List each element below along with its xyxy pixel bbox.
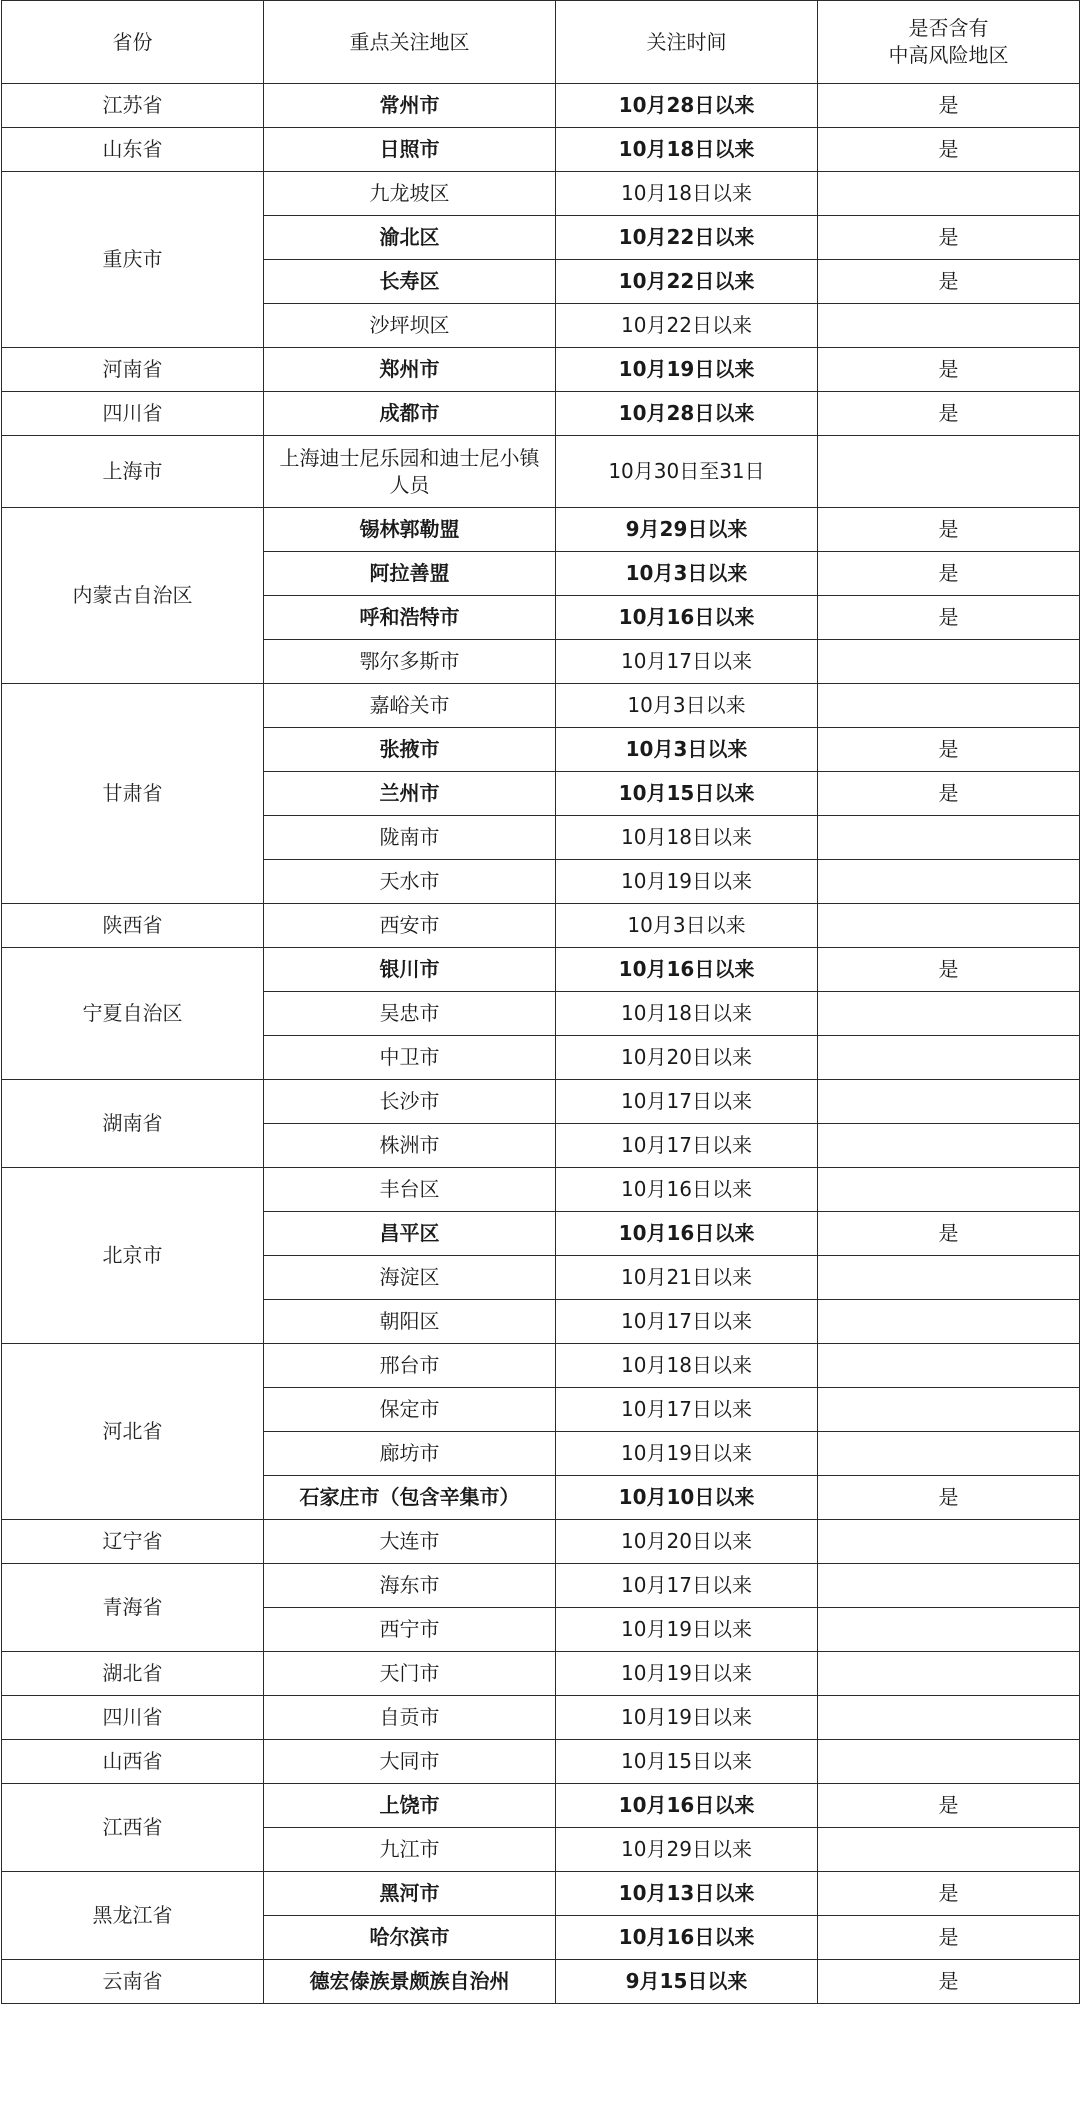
time-cell: 10月19日以来 <box>556 348 818 392</box>
province-cell: 黑龙江省 <box>2 1872 264 1960</box>
area-cell: 常州市 <box>264 84 556 128</box>
area-cell: 株洲市 <box>264 1124 556 1168</box>
risk-cell <box>818 860 1080 904</box>
area-cell: 天门市 <box>264 1652 556 1696</box>
province-cell: 云南省 <box>2 1960 264 2004</box>
area-cell: 锡林郭勒盟 <box>264 508 556 552</box>
time-cell: 10月16日以来 <box>556 1784 818 1828</box>
risk-cell <box>818 816 1080 860</box>
risk-cell <box>818 1696 1080 1740</box>
time-cell: 10月18日以来 <box>556 1344 818 1388</box>
table-row <box>2 392 1080 436</box>
area-cell: 日照市 <box>264 128 556 172</box>
time-cell: 10月3日以来 <box>556 684 818 728</box>
time-cell: 10月17日以来 <box>556 1300 818 1344</box>
risk-cell <box>818 1036 1080 1080</box>
risk-cell <box>818 1344 1080 1388</box>
risk-cell <box>818 172 1080 216</box>
area-cell: 昌平区 <box>264 1212 556 1256</box>
risk-cell <box>818 1828 1080 1872</box>
table-body <box>2 84 1080 2004</box>
risk-cell: 是 <box>818 1212 1080 1256</box>
time-cell: 10月17日以来 <box>556 640 818 684</box>
province-cell: 甘肃省 <box>2 684 264 904</box>
area-cell: 九龙坡区 <box>264 172 556 216</box>
time-cell: 10月16日以来 <box>556 1212 818 1256</box>
province-cell: 河北省 <box>2 1344 264 1520</box>
time-cell: 10月17日以来 <box>556 1564 818 1608</box>
area-cell: 上海迪士尼乐园和迪士尼小镇人员 <box>264 436 556 508</box>
table-row <box>2 948 1080 992</box>
time-cell: 10月18日以来 <box>556 128 818 172</box>
risk-cell: 是 <box>818 348 1080 392</box>
time-cell: 10月17日以来 <box>556 1124 818 1168</box>
area-cell: 九江市 <box>264 1828 556 1872</box>
time-cell: 10月16日以来 <box>556 596 818 640</box>
table-row <box>2 684 1080 728</box>
time-cell: 10月17日以来 <box>556 1388 818 1432</box>
area-cell: 海淀区 <box>264 1256 556 1300</box>
risk-cell: 是 <box>818 260 1080 304</box>
risk-cell <box>818 1124 1080 1168</box>
area-cell: 大同市 <box>264 1740 556 1784</box>
time-cell: 9月29日以来 <box>556 508 818 552</box>
area-cell: 廊坊市 <box>264 1432 556 1476</box>
table-row <box>2 508 1080 552</box>
risk-cell: 是 <box>818 216 1080 260</box>
time-cell: 10月15日以来 <box>556 1740 818 1784</box>
province-cell: 北京市 <box>2 1168 264 1344</box>
area-cell: 德宏傣族景颇族自治州 <box>264 1960 556 2004</box>
area-cell: 上饶市 <box>264 1784 556 1828</box>
area-cell: 哈尔滨市 <box>264 1916 556 1960</box>
risk-cell: 是 <box>818 1960 1080 2004</box>
risk-cell: 是 <box>818 84 1080 128</box>
province-cell: 山西省 <box>2 1740 264 1784</box>
risk-cell: 是 <box>818 392 1080 436</box>
risk-cell <box>818 1740 1080 1784</box>
risk-cell <box>818 1300 1080 1344</box>
header-province: 省份 <box>2 1 264 84</box>
risk-cell: 是 <box>818 552 1080 596</box>
time-cell: 10月22日以来 <box>556 304 818 348</box>
time-cell: 10月19日以来 <box>556 1432 818 1476</box>
area-cell: 呼和浩特市 <box>264 596 556 640</box>
table-row <box>2 1960 1080 2004</box>
risk-cell: 是 <box>818 728 1080 772</box>
province-cell: 宁夏自治区 <box>2 948 264 1080</box>
area-cell: 保定市 <box>264 1388 556 1432</box>
province-cell: 四川省 <box>2 392 264 436</box>
risk-cell <box>818 1168 1080 1212</box>
risk-cell: 是 <box>818 772 1080 816</box>
risk-cell <box>818 1608 1080 1652</box>
time-cell: 10月20日以来 <box>556 1520 818 1564</box>
table-row <box>2 1872 1080 1916</box>
table-row <box>2 904 1080 948</box>
header-risk <box>818 1 1080 84</box>
time-cell: 10月19日以来 <box>556 1652 818 1696</box>
table-row <box>2 436 1080 508</box>
province-cell: 江苏省 <box>2 84 264 128</box>
risk-cell <box>818 1652 1080 1696</box>
province-cell: 湖南省 <box>2 1080 264 1168</box>
area-cell: 天水市 <box>264 860 556 904</box>
risk-cell: 是 <box>818 128 1080 172</box>
table-row <box>2 1344 1080 1388</box>
table-row <box>2 1520 1080 1564</box>
risk-cell <box>818 1520 1080 1564</box>
header-focus-area: 重点关注地区 <box>264 1 556 84</box>
area-cell: 中卫市 <box>264 1036 556 1080</box>
time-cell: 10月18日以来 <box>556 172 818 216</box>
province-cell: 陕西省 <box>2 904 264 948</box>
area-cell: 长寿区 <box>264 260 556 304</box>
table-row <box>2 1696 1080 1740</box>
time-cell: 10月3日以来 <box>556 904 818 948</box>
time-cell: 10月22日以来 <box>556 216 818 260</box>
province-cell: 山东省 <box>2 128 264 172</box>
risk-cell: 是 <box>818 596 1080 640</box>
province-cell: 湖北省 <box>2 1652 264 1696</box>
risk-cell <box>818 1564 1080 1608</box>
risk-cell: 是 <box>818 1872 1080 1916</box>
risk-cell: 是 <box>818 948 1080 992</box>
table-row <box>2 172 1080 216</box>
area-cell: 朝阳区 <box>264 1300 556 1344</box>
time-cell: 10月21日以来 <box>556 1256 818 1300</box>
province-cell: 上海市 <box>2 436 264 508</box>
time-cell: 10月20日以来 <box>556 1036 818 1080</box>
province-cell: 江西省 <box>2 1784 264 1872</box>
table-row <box>2 1784 1080 1828</box>
area-cell: 陇南市 <box>264 816 556 860</box>
area-cell: 嘉峪关市 <box>264 684 556 728</box>
area-cell: 自贡市 <box>264 1696 556 1740</box>
time-cell: 10月3日以来 <box>556 552 818 596</box>
time-cell: 10月18日以来 <box>556 992 818 1036</box>
header-risk-line-1: 是否含有 <box>908 16 989 40</box>
province-cell: 青海省 <box>2 1564 264 1652</box>
time-cell: 10月19日以来 <box>556 860 818 904</box>
area-cell: 沙坪坝区 <box>264 304 556 348</box>
time-cell: 10月19日以来 <box>556 1608 818 1652</box>
time-cell: 10月18日以来 <box>556 816 818 860</box>
time-cell: 10月16日以来 <box>556 1168 818 1212</box>
area-cell: 西安市 <box>264 904 556 948</box>
risk-cell <box>818 904 1080 948</box>
header-row <box>2 1 1080 84</box>
risk-cell <box>818 1432 1080 1476</box>
area-cell: 银川市 <box>264 948 556 992</box>
area-cell: 吴忠市 <box>264 992 556 1036</box>
header-focus-time: 关注时间 <box>556 1 818 84</box>
time-cell: 10月10日以来 <box>556 1476 818 1520</box>
province-cell: 河南省 <box>2 348 264 392</box>
table-row <box>2 1080 1080 1124</box>
province-cell: 四川省 <box>2 1696 264 1740</box>
area-cell: 丰台区 <box>264 1168 556 1212</box>
area-cell: 兰州市 <box>264 772 556 816</box>
province-cell: 重庆市 <box>2 172 264 348</box>
header-risk-line-2: 中高风险地区 <box>888 43 1009 67</box>
risk-cell: 是 <box>818 1784 1080 1828</box>
table-row <box>2 1740 1080 1784</box>
risk-cell: 是 <box>818 508 1080 552</box>
time-cell: 10月19日以来 <box>556 1696 818 1740</box>
risk-cell <box>818 1080 1080 1124</box>
time-cell: 10月16日以来 <box>556 1916 818 1960</box>
risk-cell <box>818 684 1080 728</box>
table-row <box>2 84 1080 128</box>
time-cell: 10月16日以来 <box>556 948 818 992</box>
area-cell: 西宁市 <box>264 1608 556 1652</box>
time-cell: 10月29日以来 <box>556 1828 818 1872</box>
time-cell: 10月13日以来 <box>556 1872 818 1916</box>
risk-cell: 是 <box>818 1476 1080 1520</box>
focus-areas-table <box>1 0 1080 2004</box>
table-row <box>2 1652 1080 1696</box>
time-cell: 10月30日至31日 <box>556 436 818 508</box>
table-row <box>2 1168 1080 1212</box>
time-cell: 10月17日以来 <box>556 1080 818 1124</box>
risk-cell <box>818 992 1080 1036</box>
area-cell: 阿拉善盟 <box>264 552 556 596</box>
area-cell: 渝北区 <box>264 216 556 260</box>
area-cell: 鄂尔多斯市 <box>264 640 556 684</box>
table-row <box>2 128 1080 172</box>
risk-cell <box>818 1256 1080 1300</box>
time-cell: 10月3日以来 <box>556 728 818 772</box>
area-cell: 石家庄市（包含辛集市） <box>264 1476 556 1520</box>
table-row <box>2 348 1080 392</box>
area-cell: 邢台市 <box>264 1344 556 1388</box>
area-cell: 成都市 <box>264 392 556 436</box>
time-cell: 10月15日以来 <box>556 772 818 816</box>
risk-cell <box>818 1388 1080 1432</box>
table-row <box>2 1564 1080 1608</box>
time-cell: 10月28日以来 <box>556 392 818 436</box>
province-cell: 辽宁省 <box>2 1520 264 1564</box>
risk-cell <box>818 436 1080 508</box>
time-cell: 10月28日以来 <box>556 84 818 128</box>
province-cell: 内蒙古自治区 <box>2 508 264 684</box>
risk-cell <box>818 304 1080 348</box>
time-cell: 9月15日以来 <box>556 1960 818 2004</box>
area-cell: 海东市 <box>264 1564 556 1608</box>
risk-cell: 是 <box>818 1916 1080 1960</box>
area-cell: 长沙市 <box>264 1080 556 1124</box>
area-cell: 黑河市 <box>264 1872 556 1916</box>
area-cell: 郑州市 <box>264 348 556 392</box>
area-cell: 大连市 <box>264 1520 556 1564</box>
risk-cell <box>818 640 1080 684</box>
area-cell: 张掖市 <box>264 728 556 772</box>
time-cell: 10月22日以来 <box>556 260 818 304</box>
